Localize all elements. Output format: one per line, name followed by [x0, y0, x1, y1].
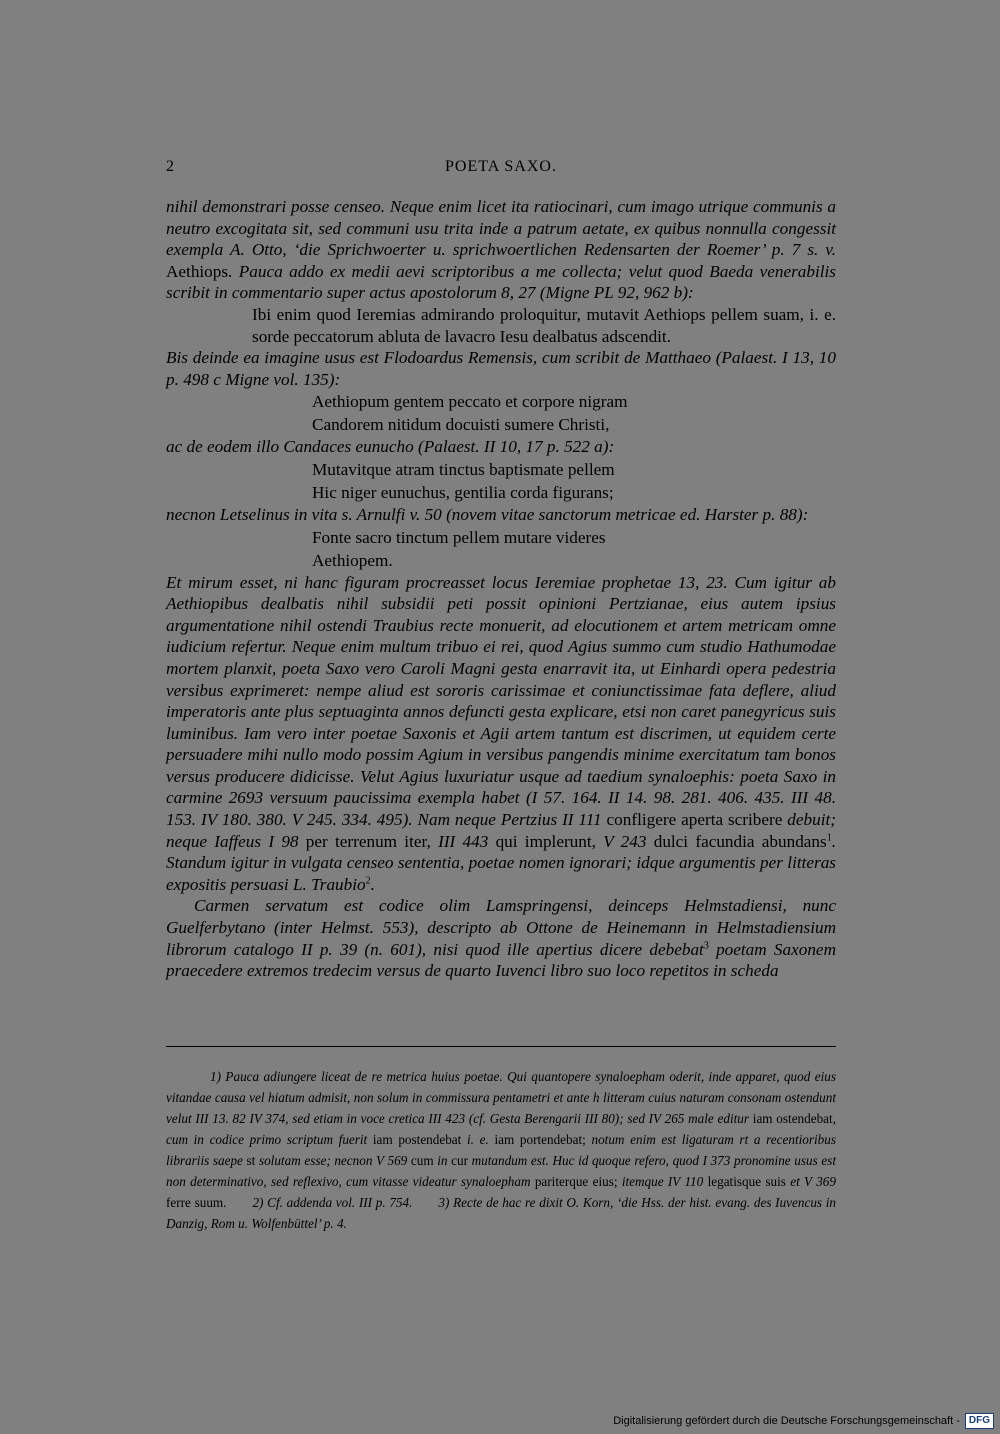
text-span: mutandum est. Huc id quoque refero, quod I 373 pronomine usus est non determinativo, sed reflexivo, cum vitasse videatur synaloepham: [166, 1153, 836, 1189]
paragraph-4: necnon Letselinus in vita s. Arnulfi v. 50 (novem vitae sanctorum metricae ed. Harster p. 88):: [166, 504, 809, 524]
text-span: .: [370, 874, 375, 894]
verse-line: Mutavitque atram tinctus baptismate pellem: [312, 459, 615, 479]
verse-flodoardus-2: [166, 458, 836, 504]
text-span: debuit; neque Iaffeus I 98: [166, 810, 836, 851]
verse-line: Fonte sacro tinctum pellem mutare videres: [312, 527, 606, 547]
text-span: dulci facundia abundans: [653, 831, 827, 851]
dfg-logo-icon: DFG: [965, 1413, 994, 1429]
paragraph-2: Bis deinde ea imagine usus est Flodoardus Remensis, cum scribit de Matthaeo (Palaest. I 13, 10 p. 498 c Migne vol. 135):: [166, 348, 836, 389]
text-span: iam ostendebat,: [752, 1111, 836, 1126]
running-head: [166, 158, 836, 180]
text-span: per terrenum iter,: [305, 831, 431, 851]
text-span: confligere aperta scribere: [606, 810, 783, 830]
text-span: Pauca addo ex medii aevi scriptoribus a me collecta; velut quod Baeda venerabilis scribit in commentario super actus apostolorum 8, 27 (Migne PL 92, 962 b):: [166, 261, 836, 303]
text-span: pariterque eius;: [534, 1174, 618, 1189]
verse-letselinus: [166, 526, 836, 572]
verse-line: Aethiopem.: [312, 550, 393, 570]
text-span: itemque IV 110: [617, 1174, 708, 1189]
text-span: notum enim est ligaturam rt a recentioribus librariis saepe: [166, 1132, 836, 1168]
text-span: legatisque suis: [707, 1174, 786, 1189]
verse-flodoardus-1: [166, 390, 836, 436]
text-span: Aethiops.: [166, 261, 233, 281]
footnotes: [166, 1066, 836, 1234]
text-span: cur: [451, 1153, 468, 1168]
text-span: cum in codice primo scriptum fuerit: [166, 1132, 373, 1147]
text-span: in: [433, 1153, 452, 1168]
paragraph-1: [166, 196, 836, 304]
footnote-marker: 3: [703, 939, 709, 951]
page-title: POETA SAXO.: [445, 158, 557, 175]
text-span: cum: [410, 1153, 434, 1168]
footnote-divider: [166, 1046, 836, 1047]
text-span: poetam Saxonem praecedere extremos tredecim versus de quarto Iuvenci libro suo loco repetitos in scheda: [166, 939, 836, 981]
footnote-3: 3) Recte de hac re dixit O. Korn, ‘die Hss. der hist. evang. des Iuvencus in Danzig, Rom u. Wolfenbüttel’ p. 4.: [166, 1195, 837, 1231]
text-span: Et mirum esset, ni hanc figuram procreasset locus Ieremiae prophetae 13, 23. Cum igitur ab Aethiopibus dealbatis nihil subsidii peti possit opinioni Pertzianae, eius autem ipsius argumentatione nihil ostendi Traubius recte monuerit, ad elocutionem et artem metricam omne iudicium refertur. Neque enim multum tribuo ei rei, quod Agius summo cum studio Hathumodae mortem planxit, poeta Saxo vero Caroli Magni gesta enarravit ita, ut Einhardi opera pedestria versibus exprimeret: nempe aliud est sororis carissimae et coniunctissimae fata deflere, aliud imperatoris ante plus septuaginta annos defuncti gesta explicare, etsi non caret panegyricus suis luminibus. Iam vero inter poetae Saxonis et Agii artem tantum est discrimen, ut equidem certe persuadere mihi nullo modo possim Agium in versibus pangendis minime exercitatum tam bonos versus producere didicisse. Velut Agius luxuriatur usque ad taedium synaloephis: poeta Saxo in carmine 2693 versuum paucissima exempla habet (I 57. 164. II 14. 98. 281. 406. 435. III 48. 153. IV 180. 380. V 245. 334. 495). Nam neque Pertzius II 111: [166, 572, 836, 830]
text-span: . Standum igitur in vulgata censeo sententia, poetae nomen ignorari; idque argumentis per litteras expositis persuasi L. Traubio: [166, 831, 836, 894]
text-span: qui implerunt,: [495, 831, 596, 851]
verse-line: Candorem nitidum docuisti sumere Christi,: [312, 415, 610, 435]
paragraph-6: [166, 895, 836, 981]
sponsor-text: Digitalisierung gefördert durch die Deutsche Forschungsgemeinschaft -: [613, 1415, 960, 1427]
text-span: V 243: [595, 831, 654, 851]
paragraph-3: ac de eodem illo Candaces eunucho (Palaest. II 10, 17 p. 522 a):: [166, 437, 615, 457]
footnote-1: [166, 1066, 836, 1234]
text-span: iam postendebat: [372, 1132, 462, 1147]
text-span: et V 369: [785, 1174, 836, 1189]
text-span: nihil demonstrari posse censeo. Neque enim licet ita ratiocinari, cum imago utrique communis a neutro excogitata sit, sed communi usu trita inde a patrum aetate, ex quibus nonnulla congessit exempla A. Otto, ‘die Sprichwoerter u. sprichwoertlichen Redensarten der Roemer’ p. 7 s. v.: [166, 197, 836, 260]
paragraph-5: [166, 572, 836, 896]
text-span: III 443: [430, 831, 496, 851]
text-span: 1) Pauca adiungere liceat de re metrica huius poetae. Qui quantopere synaloepham oderit, inde apparet, quod eius vitandae causa vel hiatum admisit, non solum in commissura pentametri et ante h litteram cuius naturam consonam ostendunt velut III 13. 82 IV 374, sed etiam in voce cretica III 423 (cf. Gesta Berengarii III 80); sed IV 265 male editur: [166, 1069, 836, 1126]
footnote-2: 2) Cf. addenda vol. III p. 754.: [252, 1195, 413, 1210]
text-span: i. e.: [461, 1132, 495, 1147]
verse-line: Aethiopum gentem peccato et corpore nigram: [312, 392, 628, 412]
footnote-marker: 1: [826, 831, 832, 843]
text-span: solutam esse; necnon V 569: [255, 1153, 411, 1168]
text-span: iam portendebat;: [494, 1132, 586, 1147]
sponsor-bar: [613, 1410, 994, 1432]
footnote-marker: 2: [365, 875, 371, 887]
page-number: 2: [166, 158, 174, 175]
quotation-baeda: Ibi enim quod Ieremias admirando proloquitur, mutavit Aethiops pellem suam, i. e. sorde peccatorum abluta de lavacro Iesu dealbatus adscendit.: [252, 304, 836, 346]
text-span: st: [246, 1153, 256, 1168]
text-span: Carmen servatum est codice olim Lamspringensi, deinceps Helmstadiensi, nunc Guelferbytano (inter Helmst. 553), descripto ab Ottone de Heinemann in Helmstadiensium librorum catalogo II p. 39 (n. 601), nisi quod ille apertius dicere debebat: [166, 896, 836, 959]
main-text: [166, 196, 836, 982]
verse-line: Hic niger eunuchus, gentilia corda figurans;: [312, 482, 614, 502]
text-span: ferre suum.: [166, 1195, 227, 1210]
